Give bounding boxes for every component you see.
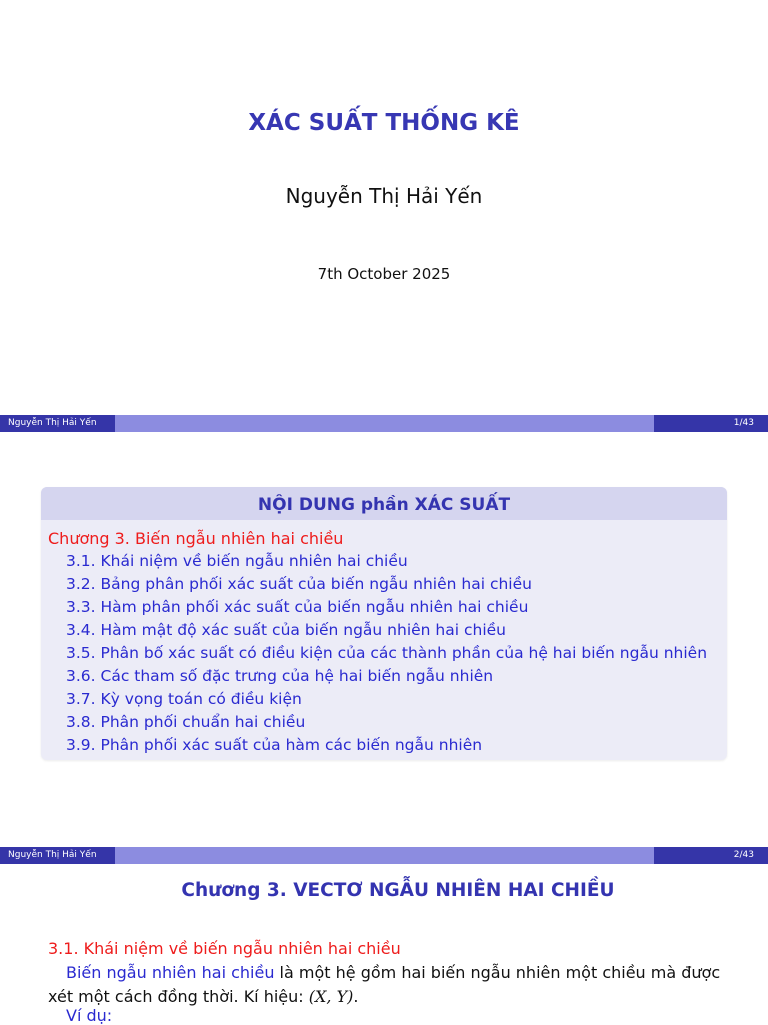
chapter-heading: Chương 3. Biến ngẫu nhiên hai chiều (48, 529, 344, 548)
toc-item[interactable]: 3.6. Các tham số đặc trưng của hệ hai biến ngẫu nhiên (66, 667, 494, 685)
presentation-title: XÁC SUẤT THỐNG KÊ (248, 110, 520, 136)
footer-author: Nguyễn Thị Hải Yến (0, 415, 115, 432)
definition-text: là một hệ gồm hai biến ngẫu nhiên một chiều mà được xét một cách đồng thời. Kí hiệu: (48, 963, 721, 1006)
contents-list (41, 520, 727, 757)
toc-item[interactable]: 3.7. Kỳ vọng toán có điều kiện (66, 690, 302, 708)
contents-block-title: NỘI DUNG phần XÁC SUẤT (41, 487, 727, 520)
contents-block (41, 487, 727, 760)
footer-bar (115, 415, 654, 432)
chapter-title: Chương 3. VECTƠ NGẪU NHIÊN HAI CHIỀU (181, 880, 615, 901)
definition-end: . (353, 987, 359, 1006)
toc-item[interactable]: 3.1. Khái niệm về biến ngẫu nhiên hai chiều (66, 552, 408, 570)
toc-item[interactable]: 3.9. Phân phối xác suất của hàm các biến ngẫu nhiên (66, 736, 483, 754)
section-heading: 3.1. Khái niệm về biến ngẫu nhiên hai chiều (48, 939, 401, 958)
slide-footer-2 (0, 847, 768, 864)
footer-author: Nguyễn Thị Hải Yến (0, 847, 115, 864)
toc-item[interactable]: 3.5. Phân bố xác suất có điều kiện của các thành phần của hệ hai biến ngẫu nhiên (66, 644, 708, 662)
toc-item[interactable]: 3.3. Hàm phân phối xác suất của biến ngẫu nhiên hai chiều (66, 598, 529, 616)
author-name: Nguyễn Thị Hải Yến (285, 184, 483, 208)
footer-page-number: 1/43 (654, 415, 768, 432)
example-label: Ví dụ: (66, 1006, 113, 1025)
definition-notation: (X, Y) (308, 987, 354, 1006)
definition-term: Biến ngẫu nhiên hai chiều (66, 963, 275, 982)
footer-bar (115, 847, 654, 864)
slide-footer-1 (0, 415, 768, 432)
toc-item[interactable]: 3.8. Phân phối chuẩn hai chiều (66, 713, 306, 731)
definition-paragraph (48, 961, 728, 1009)
footer-page-number: 2/43 (654, 847, 768, 864)
presentation-date: 7th October 2025 (317, 265, 451, 283)
toc-item[interactable]: 3.2. Bảng phân phối xác suất của biến ngẫu nhiên hai chiều (66, 575, 532, 593)
toc-item[interactable]: 3.4. Hàm mật độ xác suất của biến ngẫu nhiên hai chiều (66, 621, 506, 639)
